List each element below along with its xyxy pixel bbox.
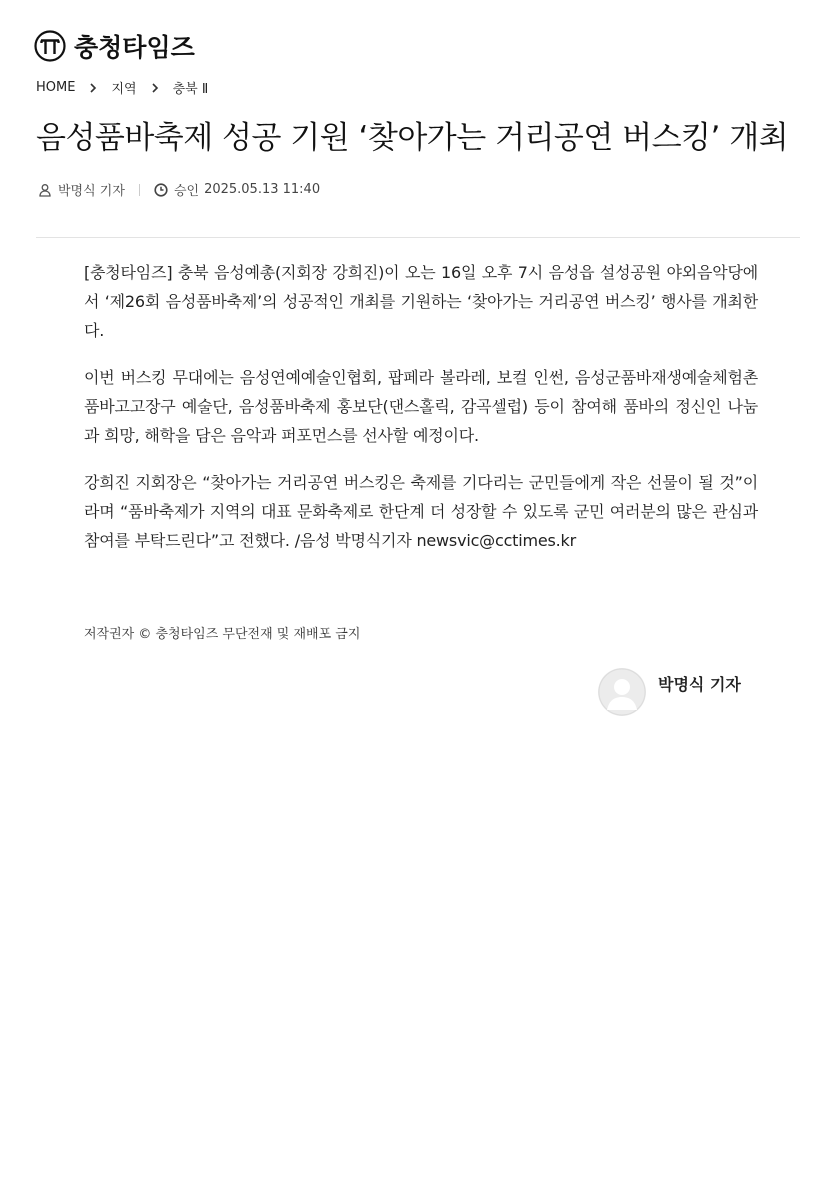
site-logo[interactable] (34, 28, 195, 64)
article-title: 음성품바축제 성공 기원 ‘찾아가는 거리공연 버스킹’ 개최 (36, 120, 789, 156)
article-paragraph: 강희진 지회장은 “찾아가는 거리공연 버스킹은 축제를 기다리는 군민들에게 작은 선물이 될 것”이라며 “품바축제가 지역의 대표 문화축제로 한단계 더 성장할 수 있도록 군민 여러분의 많은 관심과 참여를 부탁드린다”고 전했다. /음성 박명식기자 newsvic@cctimes.kr (84, 473, 758, 550)
reporter-name[interactable]: 박명식 기자 (658, 674, 741, 694)
article-meta (38, 180, 320, 199)
logo-text: 충청타임즈 (74, 33, 195, 62)
clock-icon (154, 183, 168, 197)
article-body (84, 258, 758, 573)
article-paragraph: [충청타임즈] 충북 음성예총(지회장 강희진)이 오는 16일 오후 7시 음성읍 설성공원 야외음악당에서 ‘제26회 음성품바축제’의 성공적인 개최를 기원하는 ‘찾아가는 거리공연 버스킹’ 행사를 개최한다. (84, 263, 758, 340)
tt-emblem-icon (34, 30, 66, 62)
meta-divider (139, 184, 140, 196)
breadcrumb (36, 78, 208, 97)
author-name[interactable]: 박명식 기자 (58, 184, 125, 199)
approved-label: 승인 (173, 184, 200, 199)
chevron-right-icon (89, 83, 97, 93)
breadcrumb-section[interactable]: 충북 Ⅱ (172, 82, 209, 97)
reporter-card[interactable] (598, 668, 741, 716)
user-icon (38, 183, 52, 197)
user-avatar-icon (598, 668, 646, 716)
breadcrumb-region[interactable]: 지역 (111, 82, 137, 97)
article-paragraph: 이번 버스킹 무대에는 음성연예예술인협회, 팝페라 볼라레, 보컬 인썬, 음성군품바재생예술체험촌 품바고고장구 예술단, 음성품바축제 홍보단(댄스홀릭, 감곡셀럽) 등이 참여해 품바의 정신인 나눔과 희망, 해학을 담은 음악과 퍼포먼스를 선사할 예정이다. (84, 368, 758, 445)
breadcrumb-home[interactable]: HOME (36, 80, 76, 95)
header-divider (36, 237, 800, 238)
chevron-right-icon (151, 83, 159, 93)
approved-datetime: 2025.05.13 11:40 (204, 182, 321, 197)
copyright-notice: 저작권자 © 충청타임즈 무단전재 및 재배포 금지 (84, 627, 361, 642)
